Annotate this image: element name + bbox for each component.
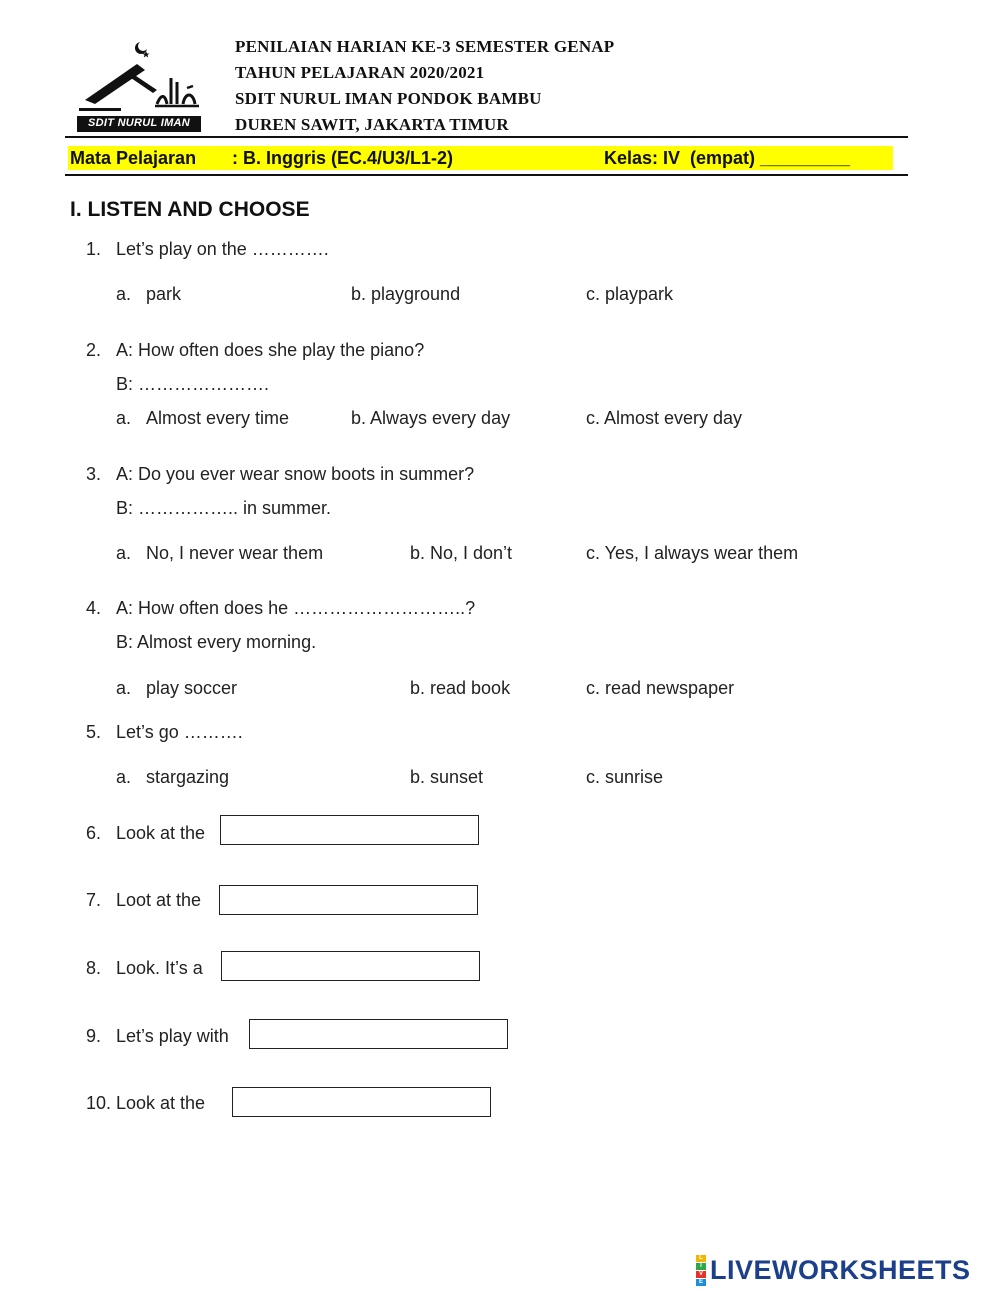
question-text: Let’s go ………. (116, 722, 243, 742)
option-c[interactable]: c. Yes, I always wear them (586, 543, 799, 563)
option-a[interactable]: play soccer (146, 678, 238, 698)
option-letter-a: a. (116, 543, 132, 563)
option-b[interactable]: b. sunset (410, 767, 484, 787)
question-text: Look at the (116, 1093, 206, 1113)
option-b[interactable]: b. read book (410, 678, 511, 698)
option-c[interactable]: c. read newspaper (586, 678, 735, 698)
option-a[interactable]: Almost every time (146, 408, 290, 428)
question-number: 6. (86, 823, 102, 843)
option-c[interactable]: c. Almost every day (586, 408, 743, 428)
liveworksheets-icon: L I V E (696, 1255, 706, 1286)
option-c[interactable]: c. sunrise (586, 767, 664, 787)
question-number: 1. (86, 239, 102, 259)
class-label: Kelas: IV (empat) _________ (604, 148, 851, 168)
question-text-line2: B: …………….. in summer. (116, 498, 332, 518)
question-number: 2. (86, 340, 102, 360)
header-line-1: PENILAIAN HARIAN KE-3 SEMESTER GENAP (235, 37, 615, 56)
question-text-line2: B: …………………. (116, 374, 270, 394)
question-number: 8. (86, 958, 102, 978)
answer-input[interactable] (219, 885, 478, 915)
question-number: 4. (86, 598, 102, 618)
subject-bar (68, 146, 893, 170)
header-line-4: DUREN SAWIT, JAKARTA TIMUR (235, 115, 509, 134)
liveworksheets-brand: LIVEWORKSHEETS (710, 1254, 971, 1285)
question-text: A: How often does he ………………………..? (116, 598, 476, 618)
answer-input[interactable] (221, 951, 480, 981)
subject-label: Mata Pelajaran (70, 148, 197, 168)
subject-divider (65, 174, 908, 176)
answer-input[interactable] (249, 1019, 508, 1049)
logo-caption: SDIT NURUL IMAN (87, 117, 191, 129)
question-number: 9. (86, 1026, 102, 1046)
question-text: A: How often does she play the piano? (116, 340, 425, 360)
question-text: Let’s play on the …………. (116, 239, 329, 259)
header-line-3: SDIT NURUL IMAN PONDOK BAMBU (235, 89, 542, 108)
question-number: 5. (86, 722, 102, 742)
question-number: 7. (86, 890, 102, 910)
option-b[interactable]: b. No, I don’t (410, 543, 513, 563)
subject-value: : B. Inggris (EC.4/U3/L1-2) (232, 148, 454, 168)
option-a[interactable]: stargazing (146, 767, 230, 787)
section-title: I. LISTEN AND CHOOSE (70, 198, 310, 221)
option-b[interactable]: b. playground (351, 284, 461, 304)
question-text: Let’s play with (116, 1026, 229, 1046)
answer-input[interactable] (232, 1087, 491, 1117)
liveworksheets-logo (696, 1255, 971, 1285)
option-letter-a: a. (116, 678, 132, 698)
question-text-line2: B: Almost every morning. (116, 632, 317, 652)
question-number: 10. (86, 1093, 112, 1113)
header-divider (65, 136, 908, 138)
option-c[interactable]: c. playpark (586, 284, 674, 304)
question-text: A: Do you ever wear snow boots in summer? (116, 464, 475, 484)
option-letter-a: a. (116, 408, 132, 428)
header-line-2: TAHUN PELAJARAN 2020/2021 (235, 63, 485, 82)
option-b[interactable]: b. Always every day (351, 408, 511, 428)
option-a[interactable]: No, I never wear them (146, 543, 324, 563)
option-a[interactable]: park (146, 284, 182, 304)
school-logo (75, 38, 203, 134)
option-letter-a: a. (116, 284, 132, 304)
question-number: 3. (86, 464, 102, 484)
question-text: Look at the (116, 823, 206, 843)
answer-input[interactable] (220, 815, 479, 845)
question-text: Loot at the (116, 890, 202, 910)
question-text: Look. It’s a (116, 958, 203, 978)
option-letter-a: a. (116, 767, 132, 787)
